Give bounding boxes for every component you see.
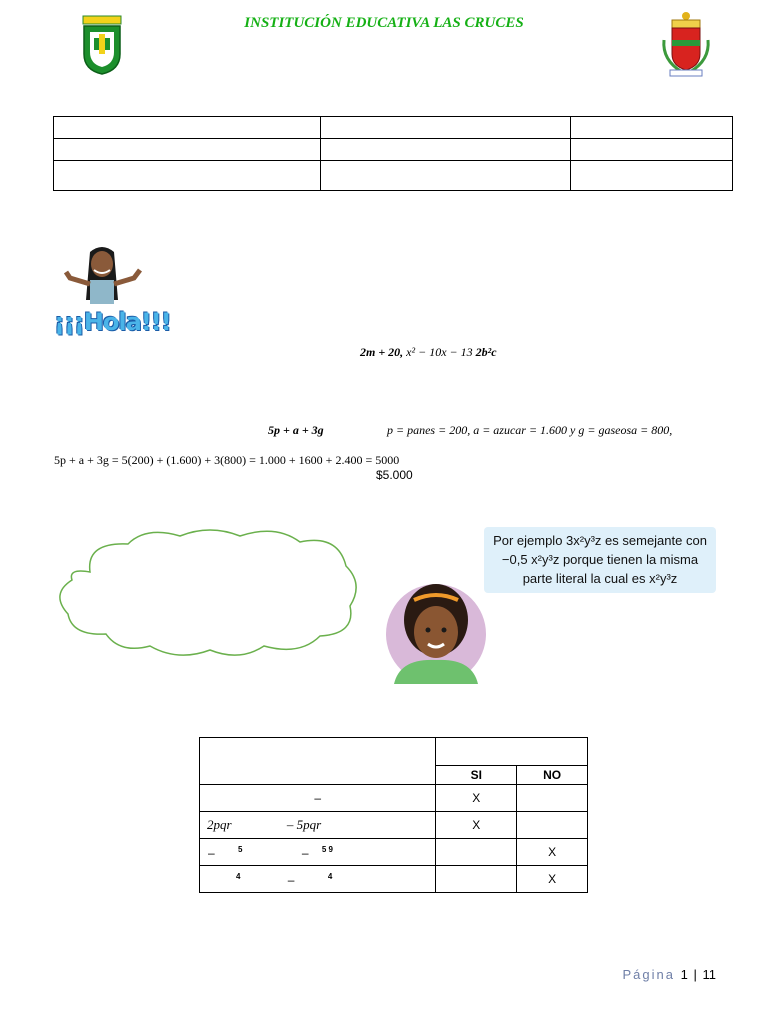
table-row	[200, 738, 588, 766]
table-cell	[200, 785, 436, 812]
diocese-seal-logo	[658, 10, 714, 80]
table-cell	[321, 161, 571, 191]
row3-exp-1: 5	[238, 844, 243, 854]
table-row	[200, 839, 588, 866]
row3-exp-2: 5 9	[321, 844, 333, 854]
table-row	[54, 117, 733, 139]
cell-no	[517, 812, 588, 839]
table-row	[200, 866, 588, 893]
row4-exp-2: 4	[327, 871, 333, 881]
row4-exp-1: 4	[236, 871, 241, 881]
table-cell	[571, 139, 733, 161]
row2-term-a: 2pqr	[207, 817, 232, 832]
bubble-line-2: −0,5 x²y³z porque tienen la misma	[501, 552, 699, 567]
similar-terms-table	[199, 737, 588, 893]
header-si: SI	[436, 765, 517, 784]
table-cell	[200, 738, 436, 785]
page-footer	[623, 967, 716, 982]
table-cell	[54, 139, 321, 161]
table-cell	[200, 812, 436, 839]
table-row	[54, 139, 733, 161]
table-cell	[571, 161, 733, 191]
info-table	[53, 116, 733, 191]
thought-cloud	[50, 524, 362, 664]
expression-italic: x² − 10x − 13	[406, 345, 473, 359]
table-cell	[436, 738, 588, 766]
expressions-line	[360, 345, 497, 360]
table-row	[54, 161, 733, 191]
cell-si	[436, 866, 517, 893]
example-definitions: p = panes = 200, a = azucar = 1.600 y g = gaseosa = 800,	[387, 423, 673, 437]
table-row	[200, 812, 588, 839]
hola-banner: ¡¡¡Hola!!!	[54, 308, 171, 336]
footer-separator: |	[693, 967, 697, 982]
table-cell	[321, 139, 571, 161]
bubble-line-3: parte literal la cual es x²y³z	[522, 571, 678, 586]
cell-no	[517, 785, 588, 812]
example-result: $5.000	[376, 468, 413, 482]
table-cell	[571, 117, 733, 139]
cell-no: X	[517, 839, 588, 866]
cell-si: X	[436, 785, 517, 812]
teacher-avatar-illustration	[62, 244, 146, 312]
row2-term-b: – 5pqr	[286, 817, 322, 832]
table-cell	[321, 117, 571, 139]
example-expression: 5p + a + 3g	[268, 423, 324, 437]
row4-term-b: –	[287, 872, 295, 887]
footer-page-number: 1	[680, 967, 688, 982]
speech-bubble	[484, 527, 716, 593]
cell-no: X	[517, 866, 588, 893]
cell-si	[436, 839, 517, 866]
table-cell	[200, 866, 436, 893]
row3-term-b: –	[301, 845, 309, 860]
row1-term: –	[314, 791, 322, 805]
cell-si: X	[436, 812, 517, 839]
bubble-line-1: Por ejemplo 3x²y³z es semejante con	[493, 533, 707, 548]
row3-term-a: –	[208, 845, 215, 860]
institution-title: INSTITUCIÓN EDUCATIVA LAS CRUCES	[244, 15, 524, 31]
header-no: NO	[517, 765, 588, 784]
example-calculation: 5p + a + 3g = 5(200) + (1.600) + 3(800) = 1.000 + 1600 + 2.400 = 5000	[54, 453, 400, 467]
table-row	[200, 785, 588, 812]
table-cell	[200, 839, 436, 866]
table-cell	[54, 161, 321, 191]
expression-bold-1: 2m + 20,	[360, 345, 404, 359]
footer-total-pages: 11	[702, 967, 716, 982]
expression-bold-2: 2b²c	[475, 345, 497, 359]
table-cell	[54, 117, 321, 139]
footer-label: Página	[622, 967, 675, 982]
student-avatar-illustration	[380, 578, 492, 684]
